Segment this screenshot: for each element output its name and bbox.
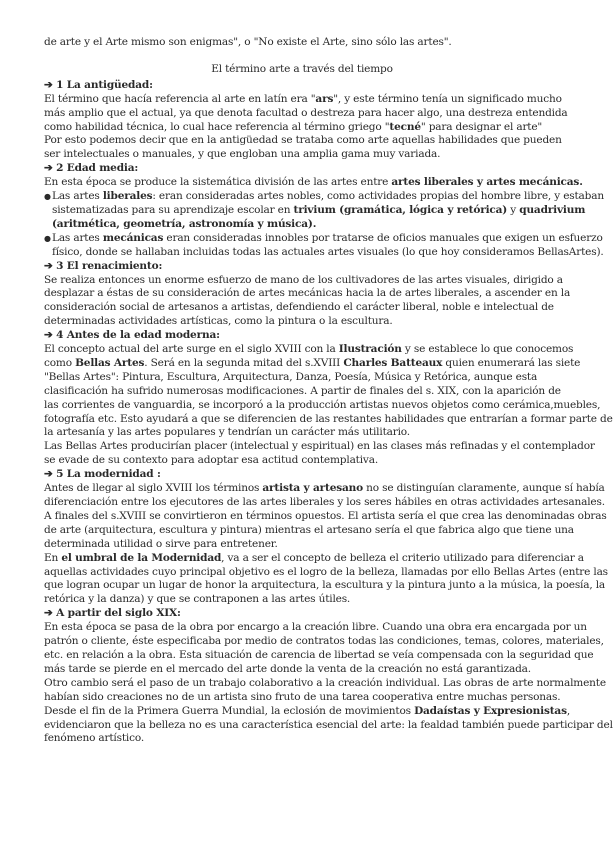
bold-term: (aritmética, geometría, astronomía y música).	[52, 217, 317, 230]
text-span: ", y este término tenía un significado mucho	[333, 92, 562, 105]
bold-term: el umbral de la Modernidad	[61, 551, 222, 564]
text-line: retórica y la danza) y que se contraponen a las artes útiles.	[44, 593, 351, 606]
text-line: la artesanía y las artes populares y tendrían un carácter más utilitario.	[44, 426, 410, 439]
text-line	[44, 343, 574, 357]
bold-term: Ilustración	[338, 343, 402, 356]
text-line	[52, 190, 604, 204]
text-line: las corrientes de vanguardia, se incorporó a la producción artistas nuevos objetos como cerámica,muebles,	[44, 398, 601, 411]
text-span: " para designar el arte"	[420, 120, 543, 133]
text-line: "Bellas Artes": Pintura, Escultura, Arquitectura, Danza, Poesía, Música y Retórica, aunque esta	[44, 370, 538, 383]
bold-term: liberales	[102, 190, 153, 203]
text-line: consideración social de artesanos a artistas, defendiendo el carácter liberal, noble e intelectual de	[44, 301, 554, 314]
text-span: Desde el fin de la Primera Guerra Mundial, la eclosión de movimientos	[44, 704, 415, 717]
bold-term: Charles Batteaux	[343, 356, 443, 369]
text-span: En	[44, 551, 62, 564]
heading-modernidad: ➔ 5 La modernidad :	[44, 468, 161, 481]
text-line: físico, donde se hallaban incluidas todas las actuales artes visuales (lo que hoy consideramos BellasArtes).	[52, 245, 604, 258]
text-span: y	[507, 203, 520, 216]
text-span: En esta época se produce la sistemática división de las artes entre	[44, 176, 392, 189]
text-line: de arte (arquitectura, escultura y pintura) mientras el artesano sería el que fabrica algo que tiene una	[44, 523, 574, 536]
heading-edad-media: ➔ 2 Edad media:	[44, 162, 139, 175]
text-line: evidenciaron que la belleza no es una característica esencial del arte: la fealdad también puede participar del	[44, 718, 613, 731]
section-title: El término arte a través del tiempo	[211, 62, 393, 75]
text-span: como	[44, 356, 76, 369]
list-item-mecanicas	[44, 231, 604, 260]
text-line: En esta época se pasa de la obra por encargo a la creación libre. Cuando una obra era encargada por un	[44, 621, 587, 634]
bold-term: Bellas Artes	[75, 356, 145, 369]
text-line: más tarde se pierde en el mercado del arte donde la venta de la creación no está garantizada.	[44, 662, 531, 675]
text-line	[44, 704, 571, 719]
bold-term: artes liberales y artes mecánicas.	[391, 176, 583, 189]
text-line: que logran ocupar un lugar de honor la arquitectura, la escultura y la pintura junto a la música, la poesía, la	[44, 579, 606, 592]
text-line: A finales del s.XVIII se convirtieron en términos opuestos. El artista sería el que crea las denominadas obras	[44, 509, 607, 522]
text-span: Las artes	[52, 231, 103, 244]
text-span: quien enumerará las siete	[442, 356, 581, 369]
text-span: El concepto actual del arte surge en el siglo XVIII con la	[44, 343, 339, 356]
bold-term-ars: ars	[315, 92, 334, 105]
text-line: se evade de su contexto para adoptar esa actitud contemplativa.	[44, 454, 378, 467]
bold-term-tecne: tecné	[389, 120, 421, 133]
text-line: desplazar a éstas de su consideración de artes mecánicas hacia la de artes liberales, a ascender en la	[44, 287, 571, 300]
section-antes-edad-moderna	[44, 329, 613, 468]
text-span: no se distinguían claramente, aunque sí había	[363, 482, 605, 495]
text-line: más amplio que el actual, ya que denota facultad o destreza para hacer algo, una destreza entendida	[44, 106, 568, 119]
text-line: Otro cambio será el paso de un trabajo colaborativo a la creación individual. Las obras de arte normalmente	[44, 676, 606, 689]
bullet-icon: ●	[44, 233, 51, 243]
text-line: clasificación ha sufrido numerosas modificaciones. A partir de finales del s. XIX, con la aparición de	[44, 384, 561, 397]
section-antiguedad	[44, 78, 568, 162]
text-line: aquellas actividades cuyo principal objetivo es el logro de la belleza, llamadas por ello Bellas Artes (entre las	[44, 565, 608, 578]
text-span: sistematizadas para su aprendizaje escolar en	[52, 203, 294, 216]
text-span: Antes de llegar al siglo XVIII los términos	[44, 482, 263, 495]
text-span: : eran consideradas artes nobles, como actividades propias del hombre libre, y estaban	[152, 190, 604, 203]
text-span: eran consideradas innobles por tratarse de oficios manuales que exigen un esfuerzo	[163, 231, 603, 244]
text-span: como habilidad técnica, lo cual hace referencia al término griego "	[44, 120, 390, 133]
text-line	[52, 231, 603, 246]
text-line	[44, 176, 583, 190]
text-line: habían sido creaciones no de un artista sino fruto de una tarea cooperativa entre muchas personas.	[44, 690, 561, 703]
document-body	[44, 36, 613, 746]
section-renacimiento	[44, 259, 571, 330]
bold-term: Dadaístas y Expresionistas	[414, 704, 567, 717]
text-span: , va a ser el concepto de belleza el criterio utilizado para diferenciar a	[221, 551, 584, 564]
text-line	[44, 551, 584, 566]
heading-renacimiento: ➔ 3 El renacimiento:	[44, 259, 163, 272]
text-line: Se realiza entonces un enorme esfuerzo de mano de los cultivadores de las artes visuales, dirigido a	[44, 273, 563, 286]
text-line: fenómeno artístico.	[44, 732, 144, 745]
bold-term: trivium (gramática, lógica y retórica)	[293, 203, 508, 216]
text-line	[52, 218, 560, 232]
text-line: Las Bellas Artes producirían placer (intelectual y espiritual) en las clases más refinadas y el contemplador	[44, 440, 595, 453]
section-siglo-xix	[44, 607, 613, 746]
text-line: Por esto podemos decir que en la antigüedad se trataba como arte aquellas habilidades que pueden	[44, 134, 562, 147]
text-line: ser intelectuales o manuales, y que engloban una amplia gama muy variada.	[44, 148, 441, 161]
text-line: diferenciación entre los ejecutores de las artes liberales y los seres hábiles en otras actividades artesanales.	[44, 496, 605, 508]
bullet-icon: ●	[44, 192, 51, 202]
text-line: fotografía etc. Esto ayudará a que se diferencien de las restantes habilidades que entrarían a formar parte de	[44, 412, 613, 425]
intro-line: de arte y el Arte mismo son enigmas", o "No existe el Arte, sino sólo las artes".	[44, 36, 452, 48]
list-item-liberales	[44, 190, 604, 232]
text-line: etc. en relación a la obra. Esta situación de carencia de libertad se veía compensada con la seguridad que	[44, 648, 594, 661]
heading-siglo-xix: ➔ A partir del siglo XIX:	[44, 607, 181, 620]
text-line	[44, 356, 581, 371]
section-modernidad	[44, 468, 608, 607]
heading-antiguedad: ➔ 1 La antigüedad:	[44, 78, 153, 91]
text-span: Las artes	[52, 190, 103, 203]
text-line	[44, 482, 605, 496]
section-edad-media	[44, 162, 604, 259]
bold-term: mecánicas	[102, 231, 164, 244]
text-line	[52, 203, 586, 218]
heading-antes-edad-moderna: ➔ 4 Antes de la edad moderna:	[44, 329, 220, 342]
text-span: . Será en la segunda mitad del s.XVIII	[144, 356, 344, 369]
text-line	[44, 93, 560, 107]
text-line: determinadas actividades artísticas, como la pintura o la escultura.	[44, 315, 393, 328]
text-line: patrón o cliente, éste especificaba por medio de contratos todas las condiciones, temas, colores, materiales,	[44, 635, 604, 648]
bold-term: artista y artesano	[262, 482, 363, 495]
text-span: y se establece lo que conocemos	[401, 343, 574, 356]
bold-term: quadrivium	[519, 203, 586, 216]
text-line: determinada utilidad o sirve para entretener.	[44, 537, 278, 550]
text-span: El término que hacía referencia al arte en latín era "	[44, 92, 316, 105]
text-span: ,	[566, 704, 571, 717]
text-line	[44, 121, 560, 135]
